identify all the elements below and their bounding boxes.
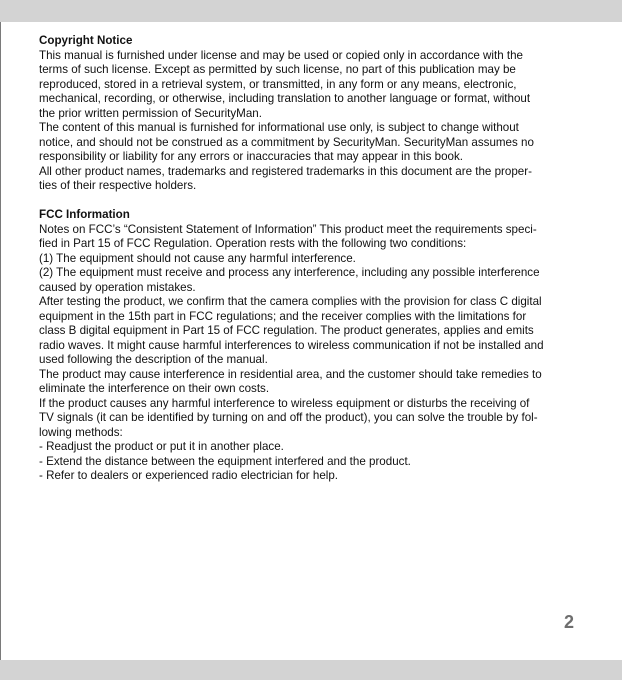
fcc-line: caused by operation mistakes. xyxy=(39,280,196,294)
copyright-line: the prior written permission of SecurityMan. xyxy=(39,106,262,120)
copyright-line: terms of such license. Except as permitted by such license, no part of this publication may be xyxy=(39,63,516,76)
fcc-line: lowing methods: xyxy=(39,425,123,439)
fcc-line: radio waves. It might cause harmful interferences to wireless communication if not be installed and xyxy=(39,338,544,352)
fcc-line: - Refer to dealers or experienced radio electrician for help. xyxy=(39,469,339,482)
page-number: 2 xyxy=(563,612,574,632)
copyright-line: ties of their respective holders. xyxy=(39,179,197,192)
bottom-band xyxy=(0,660,622,680)
fcc-line: eliminate the interference on their own costs. xyxy=(39,382,270,395)
fcc-line: used following the description of the manual. xyxy=(39,353,268,366)
fcc-line: (2) The equipment must receive and process any interference, including any possible interference xyxy=(39,266,540,279)
fcc-line: - Extend the distance between the equipment interfered and the product. xyxy=(39,454,411,468)
fcc-heading: FCC Information xyxy=(39,208,130,221)
copyright-line: responsibility or liability for any errors or inaccuracies that may appear in this book. xyxy=(39,150,464,163)
top-band xyxy=(0,0,622,22)
copyright-section xyxy=(39,34,595,194)
fcc-line: The product may cause interference in residential area, and the customer should take remedies to xyxy=(39,367,542,381)
fcc-line: fied in Part 15 of FCC Regulation. Operation rests with the following two conditions: xyxy=(39,237,467,250)
copyright-line: reproduced, stored in a retrieval system, or transmitted, in any form or any means, electronic, xyxy=(39,77,517,91)
copyright-line: notice, and should not be construed as a commitment by SecurityMan. SecurityMan assumes no xyxy=(39,135,534,149)
copyright-line: All other product names, trademarks and registered trademarks in this document are the proper- xyxy=(39,164,532,178)
copyright-line: This manual is furnished under license and may be used or copied only in accordance with the xyxy=(39,48,523,62)
page-edge xyxy=(0,22,1,660)
section-spacer xyxy=(39,194,595,209)
fcc-line: TV signals (it can be identified by turning on and off the product), you can solve the trouble by fol- xyxy=(39,411,538,424)
fcc-line: - Readjust the product or put it in another place. xyxy=(39,440,284,453)
fcc-line: equipment in the 15th part in FCC regulations; and the receiver complies with the limitations for xyxy=(39,309,527,323)
document-body xyxy=(39,34,595,484)
fcc-line: After testing the product, we confirm that the camera complies with the provision for class C digital xyxy=(39,295,542,308)
copyright-line: mechanical, recording, or otherwise, including translation to another language or format, without xyxy=(39,92,531,105)
fcc-section xyxy=(39,208,595,484)
copyright-line: The content of this manual is furnished for informational use only, is subject to change without xyxy=(39,121,519,134)
fcc-line: If the product causes any harmful interference to wireless equipment or disturbs the receiving of xyxy=(39,396,530,410)
fcc-line: (1) The equipment should not cause any harmful interference. xyxy=(39,251,356,265)
fcc-line: class B digital equipment in Part 15 of FCC regulation. The product generates, applies and emits xyxy=(39,324,534,337)
fcc-line: Notes on FCC’s “Consistent Statement of Information” This product meet the requirements speci- xyxy=(39,222,537,236)
copyright-heading: Copyright Notice xyxy=(39,34,133,47)
